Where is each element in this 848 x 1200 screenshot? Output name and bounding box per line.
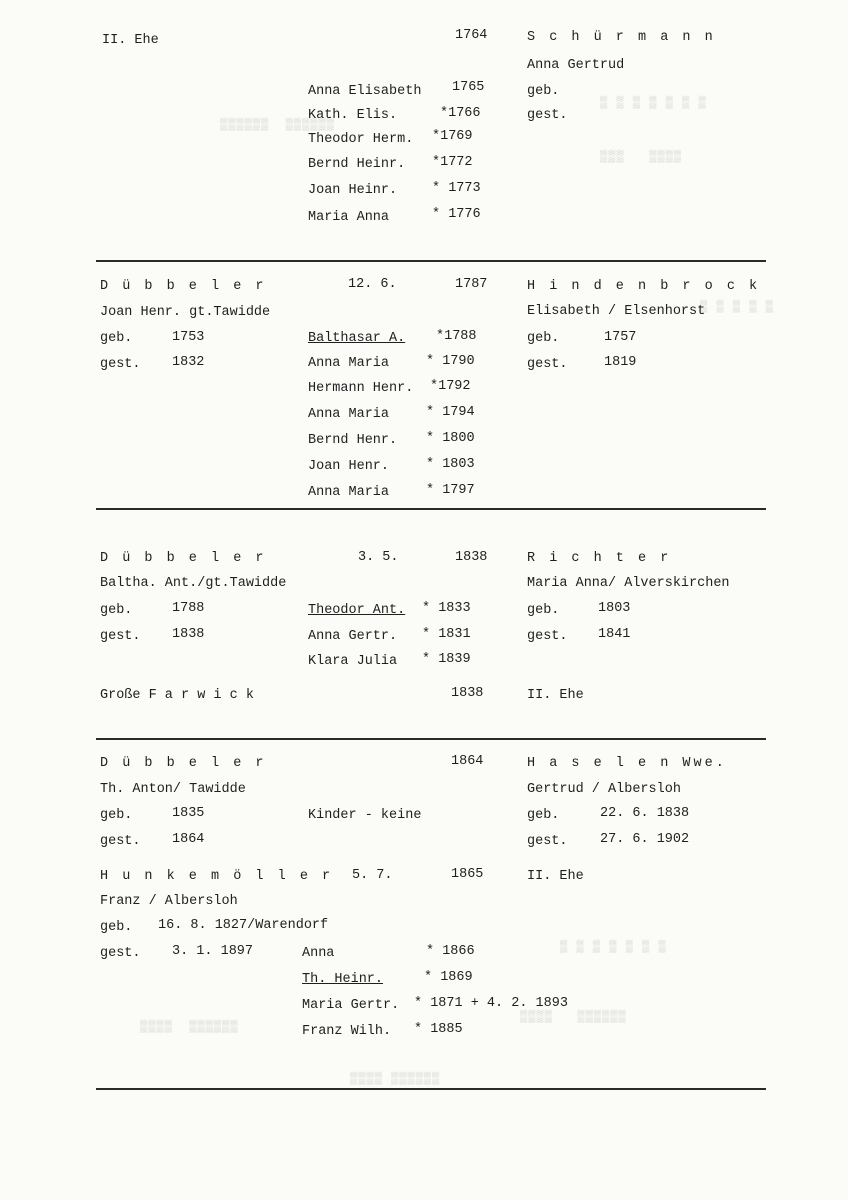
section3-wife-birth: geb. xyxy=(527,603,560,618)
section-divider xyxy=(96,738,766,740)
child-year: * 1885 xyxy=(414,1022,463,1037)
section5-label: II. Ehe xyxy=(527,869,584,884)
section4-wife-death: gest. xyxy=(527,834,568,849)
section3-husband-birth: geb. xyxy=(100,603,133,618)
child-year: 1765 xyxy=(452,80,485,95)
section3-husband-surname: D ü b b e l e r xyxy=(100,551,267,566)
child-name: Joan Henr. xyxy=(308,459,390,474)
section1-marriage-year: 1764 xyxy=(455,28,488,43)
child-name: Franz Wilh. xyxy=(302,1024,392,1039)
section5-husband-birth-date: 16. 8. 1827/Warendorf xyxy=(158,918,329,933)
child-name: Bernd Henr. xyxy=(308,433,398,448)
ghost-mark: ▒▒▒▒ ▒▒▒▒▒▒ xyxy=(350,1072,441,1086)
section3-second-label: II. Ehe xyxy=(527,688,584,703)
section4-wife-name: Gertrud / Albersloh xyxy=(527,782,681,797)
child-year: * 1871 + 4. 2. 1893 xyxy=(414,996,568,1011)
child-name: Anna Maria xyxy=(308,485,390,500)
ghost-mark: ▒▒▒▒▒▒ ▒▒▒▒▒▒ xyxy=(220,118,335,132)
child-year: * 1803 xyxy=(426,457,475,472)
child-year: *1788 xyxy=(436,329,477,344)
section2-marriage: 12. 6. xyxy=(348,277,397,292)
child-name: Balthasar A. xyxy=(308,331,406,346)
section3-wife-name: Maria Anna/ Alverskirchen xyxy=(527,576,730,591)
section2-wife-death-year: 1819 xyxy=(604,355,637,370)
section3-husband-death: gest. xyxy=(100,629,141,644)
child-name: Klara Julia xyxy=(308,654,398,669)
section4-marriage-year: 1864 xyxy=(451,754,484,769)
section3-second-marriage-year: 1838 xyxy=(451,686,484,701)
section2-marriage-year: 1787 xyxy=(455,277,488,292)
child-year: * 1866 xyxy=(426,944,475,959)
child-name: Maria Gertr. xyxy=(302,998,400,1013)
ghost-mark: ▒ ▒ ▒ ▒ ▒ ▒ ▒ xyxy=(560,940,667,954)
child-year: *1769 xyxy=(432,129,473,144)
ghost-mark: ▒▒▒▒ ▒▒▒▒▒▒ xyxy=(140,1020,239,1034)
child-name: Anna Gertr. xyxy=(308,629,398,644)
section4-children-note: Kinder - keine xyxy=(308,808,422,823)
child-year: *1766 xyxy=(440,106,481,121)
section4-husband-death: gest. xyxy=(100,834,141,849)
child-year: * 1794 xyxy=(426,405,475,420)
child-name: Th. Heinr. xyxy=(302,972,384,987)
child-name: Anna xyxy=(302,946,335,961)
child-name: Kath. Elis. xyxy=(308,108,398,123)
section4-wife-birth: geb. xyxy=(527,808,560,823)
child-year: * 1831 xyxy=(422,627,471,642)
section2-wife-birth-year: 1757 xyxy=(604,330,637,345)
ghost-mark: ▒ ▒ ▒ ▒ ▒ ▒ ▒ xyxy=(600,96,707,110)
section1-wife-name: Anna Gertrud xyxy=(527,58,625,73)
section4-husband-birth: geb. xyxy=(100,808,133,823)
section-divider xyxy=(96,1088,766,1090)
section2-husband-name: Joan Henr. gt.Tawidde xyxy=(100,305,271,320)
section1-wife-death: gest. xyxy=(527,108,568,123)
section-divider xyxy=(96,260,766,262)
section3-wife-surname: R i c h t e r xyxy=(527,551,672,566)
child-year: * 1869 xyxy=(424,970,473,985)
section4-wife-birth-date: 22. 6. 1838 xyxy=(600,806,690,821)
section5-marriage: 5. 7. xyxy=(352,868,393,883)
child-year: * 1790 xyxy=(426,354,475,369)
section1-label: II. Ehe xyxy=(102,33,159,48)
child-year: *1772 xyxy=(432,155,473,170)
section5-husband-surname: H u n k e m ö l l e r xyxy=(100,869,334,884)
section3-wife-death-year: 1841 xyxy=(598,627,631,642)
section3-marriage-year: 1838 xyxy=(455,550,488,565)
section3-husband-death-year: 1838 xyxy=(172,627,205,642)
child-name: Joan Heinr. xyxy=(308,183,398,198)
section3-husband-name: Baltha. Ant./gt.Tawidde xyxy=(100,576,287,591)
child-name: Anna Elisabeth xyxy=(308,84,422,99)
child-year: *1792 xyxy=(430,379,471,394)
ghost-mark: ▒▒▒ ▒▒▒▒ xyxy=(600,150,683,164)
child-name: Anna Maria xyxy=(308,407,390,422)
section2-husband-birth-year: 1753 xyxy=(172,330,205,345)
section2-husband-birth: geb. xyxy=(100,331,133,346)
section3-second-husband: Große F a r w i c k xyxy=(100,688,254,703)
child-year: * 1776 xyxy=(432,207,481,222)
child-name: Bernd Heinr. xyxy=(308,157,406,172)
child-year: * 1839 xyxy=(422,652,471,667)
section5-husband-death: gest. xyxy=(100,946,141,961)
section3-wife-birth-year: 1803 xyxy=(598,601,631,616)
section1-wife-surname: S c h ü r m a n n xyxy=(527,30,716,45)
section3-wife-death: gest. xyxy=(527,629,568,644)
ghost-mark: ▒▒▒▒ ▒▒▒▒▒▒ xyxy=(520,1010,627,1024)
section3-husband-birth-year: 1788 xyxy=(172,601,205,616)
section2-wife-death: gest. xyxy=(527,357,568,372)
section4-wife-death-date: 27. 6. 1902 xyxy=(600,832,690,847)
section2-husband-death-year: 1832 xyxy=(172,355,205,370)
section-divider xyxy=(96,508,766,510)
child-name: Maria Anna xyxy=(308,210,390,225)
section2-wife-name: Elisabeth / Elsenhorst xyxy=(527,304,706,319)
child-name: Theodor Herm. xyxy=(308,132,414,147)
section2-wife-birth: geb. xyxy=(527,331,560,346)
section1-wife-birth: geb. xyxy=(527,84,560,99)
child-year: * 1833 xyxy=(422,601,471,616)
child-year: * 1800 xyxy=(426,431,475,446)
section4-wife-surname: H a s e l e n Wwe. xyxy=(527,756,727,771)
child-name: Anna Maria xyxy=(308,356,390,371)
child-name: Theodor Ant. xyxy=(308,603,406,618)
section5-marriage-year: 1865 xyxy=(451,867,484,882)
section2-husband-death: gest. xyxy=(100,357,141,372)
child-year: * 1773 xyxy=(432,181,481,196)
section5-husband-name: Franz / Albersloh xyxy=(100,894,238,909)
section5-husband-birth: geb. xyxy=(100,920,133,935)
section4-husband-surname: D ü b b e l e r xyxy=(100,756,267,771)
section4-husband-birth-year: 1835 xyxy=(172,806,205,821)
ghost-mark: ▒ ▒ ▒ ▒ ▒ xyxy=(700,300,774,314)
section4-husband-death-year: 1864 xyxy=(172,832,205,847)
section5-husband-death-date: 3. 1. 1897 xyxy=(172,944,254,959)
section2-wife-surname: H i n d e n b r o c k xyxy=(527,279,761,294)
section2-husband-surname: D ü b b e l e r xyxy=(100,279,267,294)
child-name: Hermann Henr. xyxy=(308,381,414,396)
child-year: * 1797 xyxy=(426,483,475,498)
section3-marriage: 3. 5. xyxy=(358,550,399,565)
section4-husband-name: Th. Anton/ Tawidde xyxy=(100,782,246,797)
